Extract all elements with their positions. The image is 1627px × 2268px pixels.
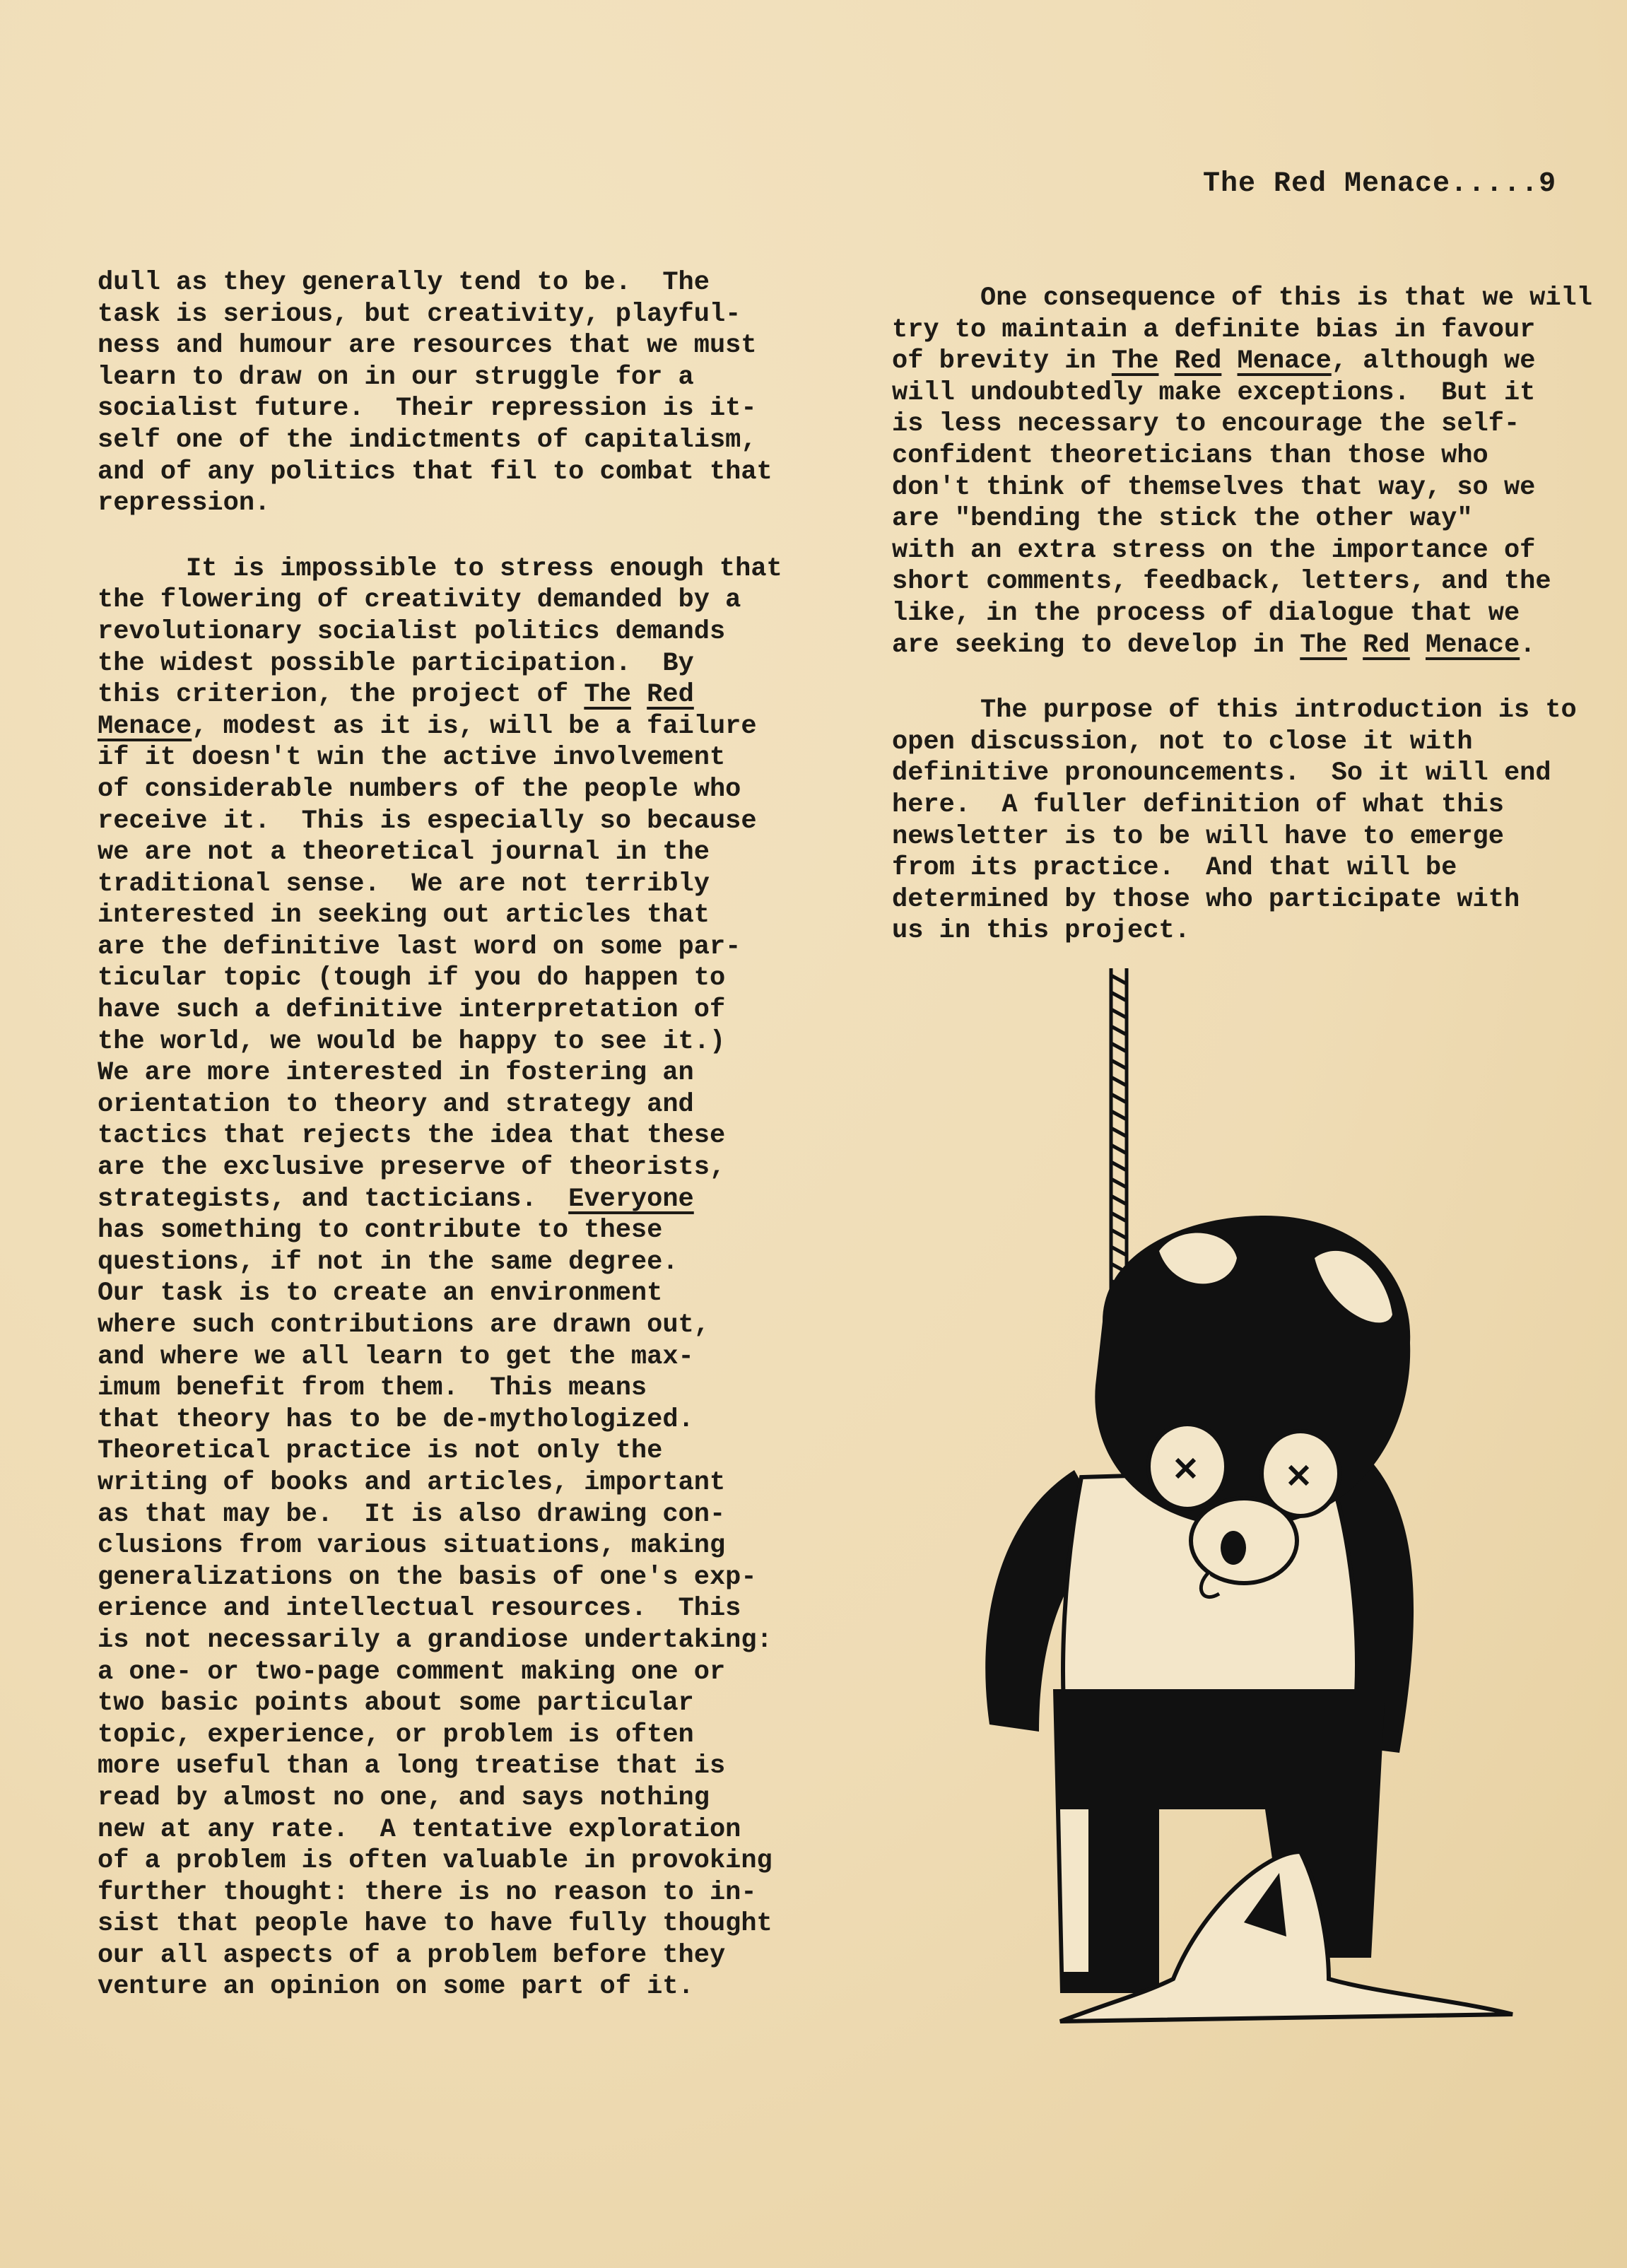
text-line: are the definitive last word on some par- bbox=[98, 932, 741, 962]
text-line: socialist future. Their repression is it- bbox=[98, 394, 757, 424]
text-line: as that may be. It is also drawing con- bbox=[98, 1499, 726, 1529]
text-line: if it doesn't win the active involvement bbox=[98, 743, 726, 773]
text-line: has something to contribute to these bbox=[98, 1216, 663, 1246]
text-line: topic, experience, or problem is often bbox=[98, 1720, 694, 1750]
text-line: are the exclusive preserve of theorists, bbox=[98, 1153, 726, 1183]
text-line: tactics that rejects the idea that these bbox=[98, 1121, 726, 1151]
text-line: repression. bbox=[98, 488, 271, 519]
text-line: try to maintain a definite bias in favour bbox=[892, 315, 1536, 345]
text-line: is not necessarily a grandiose undertaking: bbox=[98, 1625, 773, 1655]
text-line: traditional sense. We are not terribly bbox=[98, 869, 710, 899]
underlined-title: Red bbox=[1174, 346, 1222, 377]
text-line: and of any politics that fil to combat that bbox=[98, 457, 773, 487]
underlined-title: The bbox=[584, 680, 631, 710]
text-segment: , modest as it is, will be a failure bbox=[192, 711, 757, 741]
text-line: two basic points about some particular bbox=[98, 1688, 694, 1719]
text-segment: . bbox=[1520, 630, 1536, 660]
underlined-title: The bbox=[1300, 630, 1347, 660]
underlined-title: Everyone bbox=[568, 1184, 694, 1214]
text-line: interested in seeking out articles that bbox=[98, 900, 710, 931]
text-line: sist that people have to have fully thought bbox=[98, 1909, 773, 1939]
text-line: learn to draw on in our struggle for a bbox=[98, 362, 694, 392]
text-line: orientation to theory and strategy and bbox=[98, 1089, 694, 1120]
text-line: of a problem is often valuable in provoking bbox=[98, 1846, 773, 1876]
text-line: clusions from various situations, making bbox=[98, 1531, 726, 1561]
text-line: further thought: there is no reason to in- bbox=[98, 1877, 757, 1908]
underlined-title: Menace bbox=[98, 711, 192, 741]
text-line: us in this project. bbox=[892, 916, 1190, 946]
text-line: venture an opinion on some part of it. bbox=[98, 1972, 694, 2002]
underlined-title: Menace bbox=[1237, 346, 1332, 377]
text-line: with an extra stress on the importance of bbox=[892, 535, 1536, 565]
text-line: The purpose of this introduction is to bbox=[980, 695, 1577, 726]
text-line: short comments, feedback, letters, and the bbox=[892, 567, 1551, 597]
text-line: open discussion, not to close it with bbox=[892, 727, 1473, 757]
text-line: dull as they generally tend to be. The bbox=[98, 268, 710, 298]
text-line: definitive pronouncements. So it will end bbox=[892, 758, 1551, 789]
text-line: receive it. This is especially so because bbox=[98, 806, 757, 836]
text-segment: are seeking to develop in bbox=[892, 630, 1300, 660]
text-line: erience and intellectual resources. This bbox=[98, 1594, 741, 1624]
text-segment: this criterion, the project of bbox=[98, 680, 585, 710]
text-line: the world, we would be happy to see it.) bbox=[98, 1026, 726, 1057]
text-line: of considerable numbers of the people who bbox=[98, 774, 741, 804]
text-line: One consequence of this is that we will bbox=[980, 283, 1592, 313]
running-header: The Red Menace.....9 bbox=[1203, 168, 1557, 200]
text-line: new at any rate. A tentative exploration bbox=[98, 1814, 741, 1845]
text-segment: strategists, and tacticians. bbox=[98, 1184, 569, 1214]
text-line: task is serious, but creativity, playful- bbox=[98, 299, 741, 329]
underlined-title: Red bbox=[1363, 630, 1410, 660]
underlined-title: Menace bbox=[1425, 630, 1520, 660]
text-line: Theoretical practice is not only the bbox=[98, 1436, 663, 1467]
text-line: that theory has to be de-mythologized. bbox=[98, 1404, 694, 1435]
text-line: more useful than a long treatise that is bbox=[98, 1751, 726, 1782]
text-line: confident theoreticians than those who bbox=[892, 440, 1488, 471]
text-line: don't think of themselves that way, so we bbox=[892, 472, 1536, 503]
text-line: and where we all learn to get the max- bbox=[98, 1341, 694, 1372]
text-line: from its practice. And that will be bbox=[892, 853, 1457, 883]
text-line: newsletter is to be will have to emerge bbox=[892, 821, 1504, 852]
text-line: the widest possible participation. By bbox=[98, 648, 694, 678]
text-line: we are not a theoretical journal in the bbox=[98, 838, 710, 868]
text-line: read by almost no one, and says nothing bbox=[98, 1782, 710, 1813]
text-line: imum benefit from them. This means bbox=[98, 1373, 647, 1404]
text-segment: , although we bbox=[1331, 346, 1536, 377]
text-line: self one of the indictments of capitalism, bbox=[98, 425, 757, 455]
text-line: like, in the process of dialogue that we bbox=[892, 598, 1520, 628]
text-line: revolutionary socialist politics demands bbox=[98, 616, 726, 647]
text-line: a one- or two-page comment making one or bbox=[98, 1657, 726, 1687]
text-line: It is impossible to stress enough that bbox=[186, 553, 782, 584]
panda-body bbox=[985, 1216, 1513, 2021]
leg-patch bbox=[1060, 1809, 1088, 1972]
text-line: the flowering of creativity demanded by a bbox=[98, 585, 741, 616]
text-line: our all aspects of a problem before they bbox=[98, 1940, 726, 1970]
text-line: will undoubtedly make exceptions. But it bbox=[892, 377, 1536, 408]
underlined-title: The bbox=[1111, 346, 1159, 377]
text-line: ticular topic (tough if you do happen to bbox=[98, 963, 726, 994]
text-line: generalizations on the basis of one's exp- bbox=[98, 1562, 757, 1592]
text-line: ness and humour are resources that we must bbox=[98, 331, 757, 361]
text-line: We are more interested in fostering an bbox=[98, 1058, 694, 1088]
underlined-title: Red bbox=[647, 680, 694, 710]
text-line: questions, if not in the same degree. bbox=[98, 1247, 679, 1277]
text-line: are "bending the stick the other way" bbox=[892, 504, 1473, 534]
text-line: writing of books and articles, important bbox=[98, 1467, 726, 1498]
text-line: here. A fuller definition of what this bbox=[892, 789, 1504, 820]
text-line: Our task is to create an environment bbox=[98, 1279, 663, 1309]
text-line: have such a definitive interpretation of bbox=[98, 995, 726, 1026]
text-line: where such contributions are drawn out, bbox=[98, 1310, 710, 1340]
text-segment: of brevity in bbox=[892, 346, 1112, 377]
text-line: is less necessary to encourage the self- bbox=[892, 409, 1520, 440]
text-line: determined by those who participate with bbox=[892, 884, 1520, 915]
